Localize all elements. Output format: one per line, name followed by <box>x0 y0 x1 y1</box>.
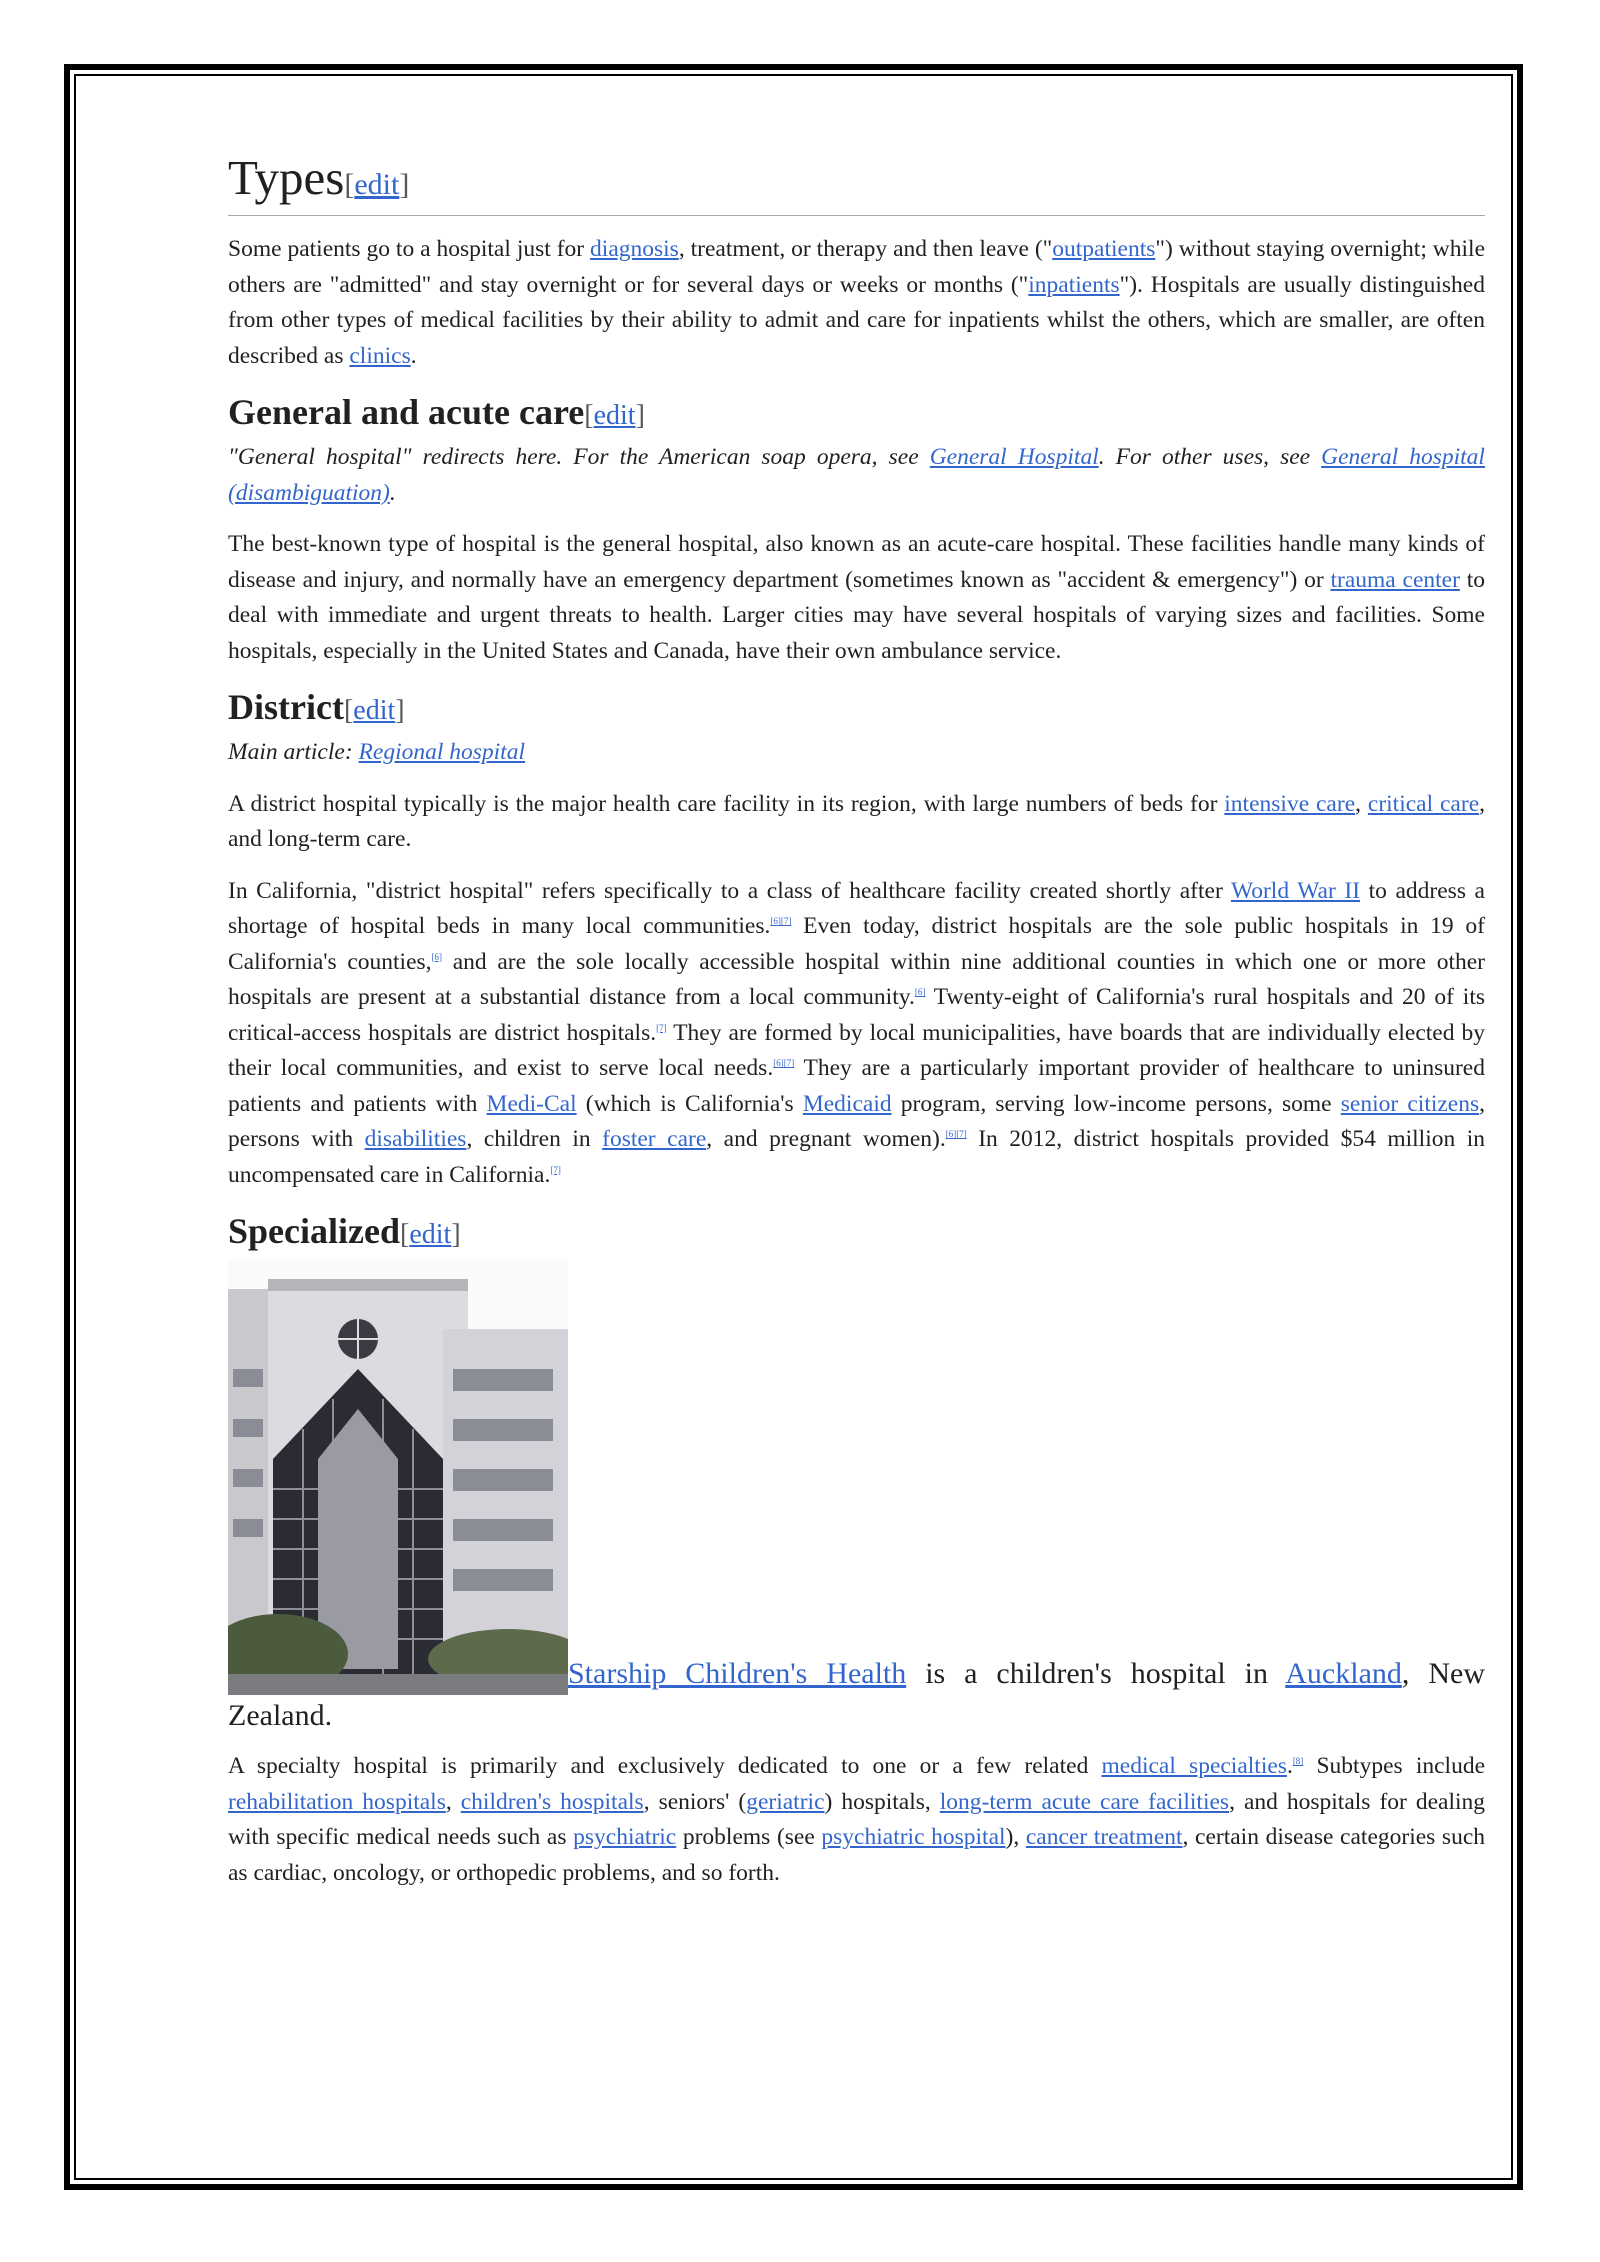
hatnote-district <box>228 735 1485 771</box>
text: , and long-term care. <box>228 790 1485 852</box>
edit-link[interactable]: edit <box>353 695 396 726</box>
citation-link[interactable]: [7] <box>783 1058 795 1069</box>
citation-link[interactable]: [7] <box>956 1129 967 1140</box>
link-senior-citizens[interactable]: senior citizens <box>1340 1090 1480 1117</box>
link-critical-care[interactable]: critical care <box>1367 790 1480 817</box>
text: Main article: <box>228 739 359 765</box>
section-heading-general <box>228 390 1485 438</box>
text: (which is California's <box>576 1090 803 1117</box>
link-childrens-hospitals[interactable]: children's hospitals <box>460 1788 644 1815</box>
text: A district hospital typically is the major health care facility in its region, with large numbers of beds for <box>228 790 1225 817</box>
district-paragraph-2 <box>228 874 1485 1194</box>
citation <box>773 1058 794 1068</box>
citation-link[interactable]: [6] <box>914 987 926 998</box>
text: , and hospitals for dealing with specific medical needs such as <box>228 1788 1486 1850</box>
citation <box>432 952 443 962</box>
text: . <box>410 342 417 369</box>
citation <box>770 916 791 926</box>
link-general-hospital[interactable]: General Hospital <box>929 444 1099 470</box>
link-geriatric[interactable]: geriatric <box>746 1788 825 1815</box>
citation <box>1293 1756 1304 1766</box>
text: ") without staying overnight; while others are "admitted" and stay overnight or for several days or weeks or months (" <box>228 236 1486 298</box>
hatnote-general <box>228 440 1485 511</box>
text: The best-known type of hospital is the general hospital, also known as an acute-care hospital. These facilities handle many kinds of disease and injury, and normally have an emergency department (sometimes known as "accident & emergency") or <box>228 531 1485 593</box>
section-heading-specialized <box>228 1209 1485 1257</box>
specialized-paragraph <box>228 1749 1485 1891</box>
edit-section-general: [edit] <box>584 400 645 431</box>
link-general-hospital-disambiguation[interactable]: General hospital (disambiguation) <box>228 444 1485 506</box>
text: , New Zealand. <box>228 1657 1485 1732</box>
link-rehabilitation-hospitals[interactable]: rehabilitation hospitals <box>228 1788 446 1815</box>
link-trauma-center[interactable]: trauma center <box>1330 566 1460 593</box>
citation-link[interactable]: [8] <box>1292 1756 1304 1767</box>
link-medical-specialties[interactable]: medical specialties <box>1101 1753 1287 1779</box>
text: . <box>389 479 396 506</box>
link-foster-care[interactable]: foster care <box>602 1126 707 1152</box>
link-disabilities[interactable]: disabilities <box>364 1126 467 1152</box>
text: and are the sole locally accessible hospital within nine additional counties in which one or more other hospitals are present at a substantial distance from a local community. <box>228 948 1486 1010</box>
text: ) hospitals, <box>824 1788 940 1815</box>
link-auckland[interactable]: Auckland <box>1285 1657 1402 1690</box>
text: In 2012, district hospitals provided $54 million in uncompensated care in California. <box>228 1126 1486 1188</box>
citation <box>915 987 926 997</box>
link-cancer-treatment[interactable]: cancer treatment <box>1025 1824 1183 1850</box>
text: Even today, district hospitals are the sole public hospitals in 19 of California's counties, <box>228 913 1486 975</box>
text: , and pregnant women). <box>706 1126 946 1152</box>
link-diagnosis[interactable]: diagnosis <box>590 236 679 262</box>
citation-link[interactable]: [6] <box>945 1129 957 1140</box>
district-paragraph-1 <box>228 787 1485 858</box>
citation-link[interactable]: [7] <box>550 1164 561 1175</box>
text: , certain disease categories such as cardiac, oncology, or orthopedic problems, and so forth. <box>228 1824 1486 1886</box>
citation-link[interactable]: [6] <box>773 1058 784 1069</box>
link-clinics[interactable]: clinics <box>349 342 411 369</box>
text: Subtypes include <box>1303 1753 1485 1779</box>
text: , seniors' ( <box>643 1788 747 1815</box>
general-paragraph <box>228 527 1485 669</box>
link-world-war-ii[interactable]: World War II <box>1230 877 1361 904</box>
link-starship-childrens-health[interactable]: Starship Children's Health <box>568 1657 907 1690</box>
edit-section-specialized: [edit] <box>399 1219 461 1250</box>
section-heading-district <box>228 685 1485 733</box>
citation-link[interactable]: [7] <box>656 1022 667 1033</box>
text: Twenty-eight of California's rural hospitals and 20 of its critical-access hospitals are district hospitals. <box>228 984 1485 1046</box>
heading-text: General and acute care <box>228 392 585 432</box>
text: . For other uses, see <box>1098 444 1322 470</box>
text: problems (see <box>676 1824 822 1850</box>
text: "General hospital" redirects here. For the American soap opera, see <box>228 444 930 470</box>
edit-link[interactable]: edit <box>409 1219 452 1250</box>
link-medi-cal[interactable]: Medi-Cal <box>486 1090 577 1117</box>
heading-text: District <box>228 687 344 727</box>
types-paragraph <box>228 232 1485 374</box>
text: In California, "district hospital" refers specifically to a class of healthcare facility created shortly after <box>228 877 1231 904</box>
text: They are formed by local municipalities, have boards that are individually elected by their local communities, and exist to serve local needs. <box>228 1019 1485 1081</box>
heading-text: Types <box>228 150 345 205</box>
figure-starship <box>228 1259 1485 1737</box>
citation-link[interactable]: [6] <box>431 951 443 962</box>
edit-link[interactable]: edit <box>354 168 400 201</box>
text: program, serving low-income persons, some <box>891 1090 1341 1117</box>
text: Some patients go to a hospital just for <box>228 236 591 262</box>
citation-link[interactable]: [6] <box>770 916 781 927</box>
link-regional-hospital[interactable]: Regional hospital <box>358 739 525 765</box>
text: . <box>1286 1753 1293 1779</box>
link-long-term-acute-care[interactable]: long-term acute care facilities <box>939 1788 1230 1815</box>
text: , <box>445 1788 461 1815</box>
link-psychiatric-hospital[interactable]: psychiatric hospital <box>821 1824 1006 1850</box>
citation-link[interactable]: [7] <box>780 916 792 927</box>
text: A specialty hospital is primarily and exclusively dedicated to one or a few related <box>228 1753 1102 1779</box>
heading-text: Specialized <box>228 1211 400 1251</box>
link-intensive-care[interactable]: intensive care <box>1224 790 1356 817</box>
edit-section-district: [edit] <box>343 695 405 726</box>
edit-section-types: [edit] <box>344 168 410 201</box>
link-outpatients[interactable]: outpatients <box>1052 236 1156 262</box>
link-inpatients[interactable]: inpatients <box>1028 271 1120 298</box>
text: , persons with <box>228 1090 1486 1152</box>
link-medicaid[interactable]: Medicaid <box>802 1090 892 1117</box>
citation <box>656 1023 667 1033</box>
text: , children in <box>466 1126 603 1152</box>
edit-link[interactable]: edit <box>593 400 636 431</box>
hospital-photo[interactable] <box>228 1259 568 1695</box>
text: , treatment, or therapy and then leave (" <box>678 236 1053 262</box>
text: "). Hospitals are usually distinguished from other types of medical facilities by their ability to admit and care for inpatients whilst the others, which are smaller, are often described as <box>228 271 1485 369</box>
text: is a children's hospital in <box>906 1657 1286 1690</box>
text: to address a shortage of hospital beds in many local communities. <box>228 877 1485 939</box>
link-psychiatric[interactable]: psychiatric <box>573 1824 677 1850</box>
citation <box>946 1129 967 1139</box>
text: , <box>1355 790 1368 817</box>
text: to deal with immediate and urgent threats to health. Larger cities may have several hospitals of varying sizes and facilities. Some hospitals, especially in the United States and Canada, have their own ambulance service. <box>228 566 1486 664</box>
section-heading-types <box>228 150 1485 216</box>
text: ), <box>1005 1824 1026 1850</box>
article-content <box>228 150 1485 1907</box>
citation <box>550 1165 561 1175</box>
text: They are a particularly important provider of healthcare to uninsured patients and patients with <box>228 1055 1485 1117</box>
